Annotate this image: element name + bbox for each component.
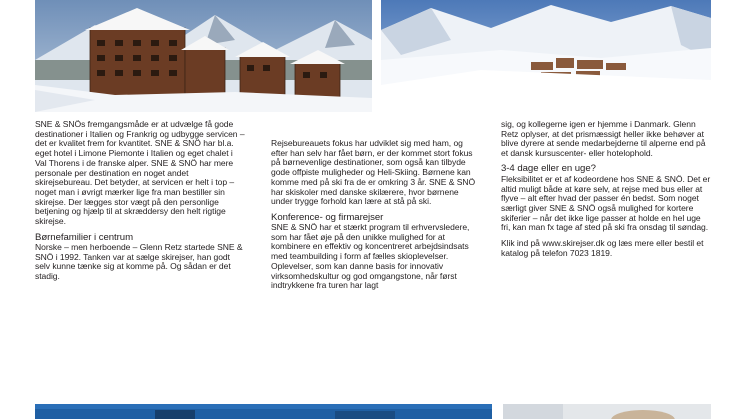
bottom-right-photo xyxy=(503,404,711,419)
heading-konference: Konference- og firmarejser xyxy=(271,211,384,223)
closing-paragraph: Klik ind på www.skirejser.dk og læs mere eller bestil et katalog på telefon 7023 1819. xyxy=(501,237,704,258)
ski-resort-image xyxy=(381,0,711,112)
bottom-right-image xyxy=(503,404,711,419)
konference-paragraph: SNE & SNÖ har et stærkt program til erhvervsledere, som har fået øje på den unikke mulighed for at kombinere en effektiv og koncentreret arbejdsindsats med teambuilding i form af fælles skioplevelser. Oplevelser, som kan danne basis for innovativ virksomhedskultur og god omgangstone, når først indtrykkene fra turen har lagt xyxy=(271,222,470,291)
article-column-1 xyxy=(35,120,246,282)
chalet-village-photo xyxy=(35,0,372,112)
continuation-paragraph: sig, og kollegerne igen er hjemme i Danmark. Glenn Retz oplyser, at det prismæssigt heller ikke behøver at blive dyrere at sende medarbejderne til alperne end på et dansk kursuscenter- eller hotelophold. xyxy=(501,119,706,159)
heading-dage: 3-4 dage eller en uge? xyxy=(501,163,596,175)
boernefamilier-paragraph: Norske – men herboende – Glenn Retz startede SNE & SNÖ i 1992. Tanken var at sælge skirejser, han godt selv kunne tænke sig at komme på. Og sådan er det stadig. xyxy=(35,241,243,282)
fleksibilitet-paragraph: Fleksibilitet er et af kodeordene hos SNE & SNÖ. Det er altid muligt både at køre selv, at rejse med bus eller at flyve – alt efter hvad der passer én bedst. Som noget særligt giver SNE & SNÖ også mulighed for kortere skiferier – når det ikke lige passer at holde en hel uge fri, kan man fx tage af sted på ski fra onsdag til søndag. xyxy=(501,173,711,233)
bottom-blue-image xyxy=(35,404,492,419)
intro-paragraph: SNE & SNÖs fremgangsmåde er at udvælge få gode destinationer i Italien og Frankrig og udbygge servicen – det er kvalitet frem for kvantitet. SNE & SNÖ har bl.a. eget hotel i Limone Piemonte i Italien og eget chalet i Val Thorens i de franske alper. SNE & SNÖ har mere personale per destination en noget andet skirejsebureau. Det betyder, at servicen er helt i top – noget man i øvrigt mærker lige fra man bestiller sin skirejse. Der lægges stor vægt på den personlige betjening og hjælp til at skræddersy den helt rigtige skirejse. xyxy=(35,119,245,227)
ski-resort-photo xyxy=(381,0,711,112)
article-column-3 xyxy=(501,120,711,258)
heading-boernefamilier: Børnefamilier i centrum xyxy=(35,231,134,243)
article-column-2 xyxy=(271,139,480,291)
bottom-blue-photo xyxy=(35,404,492,419)
focus-paragraph: Rejsebureauets fokus har udviklet sig med ham, og efter han selv har fået børn, er der kommet stort fokus på børnevenlige destinationer, som også kan tilbyde gode offpiste muligheder og Heli-Skiing. Børnene kan komme med på ski fra de er omkring 3 år. SNE & SNÖ har skiskoler med danske skilærere, hvor børnene under trygge forhold kan lære at stå på ski. xyxy=(271,138,476,207)
chalet-village-image xyxy=(35,0,372,112)
